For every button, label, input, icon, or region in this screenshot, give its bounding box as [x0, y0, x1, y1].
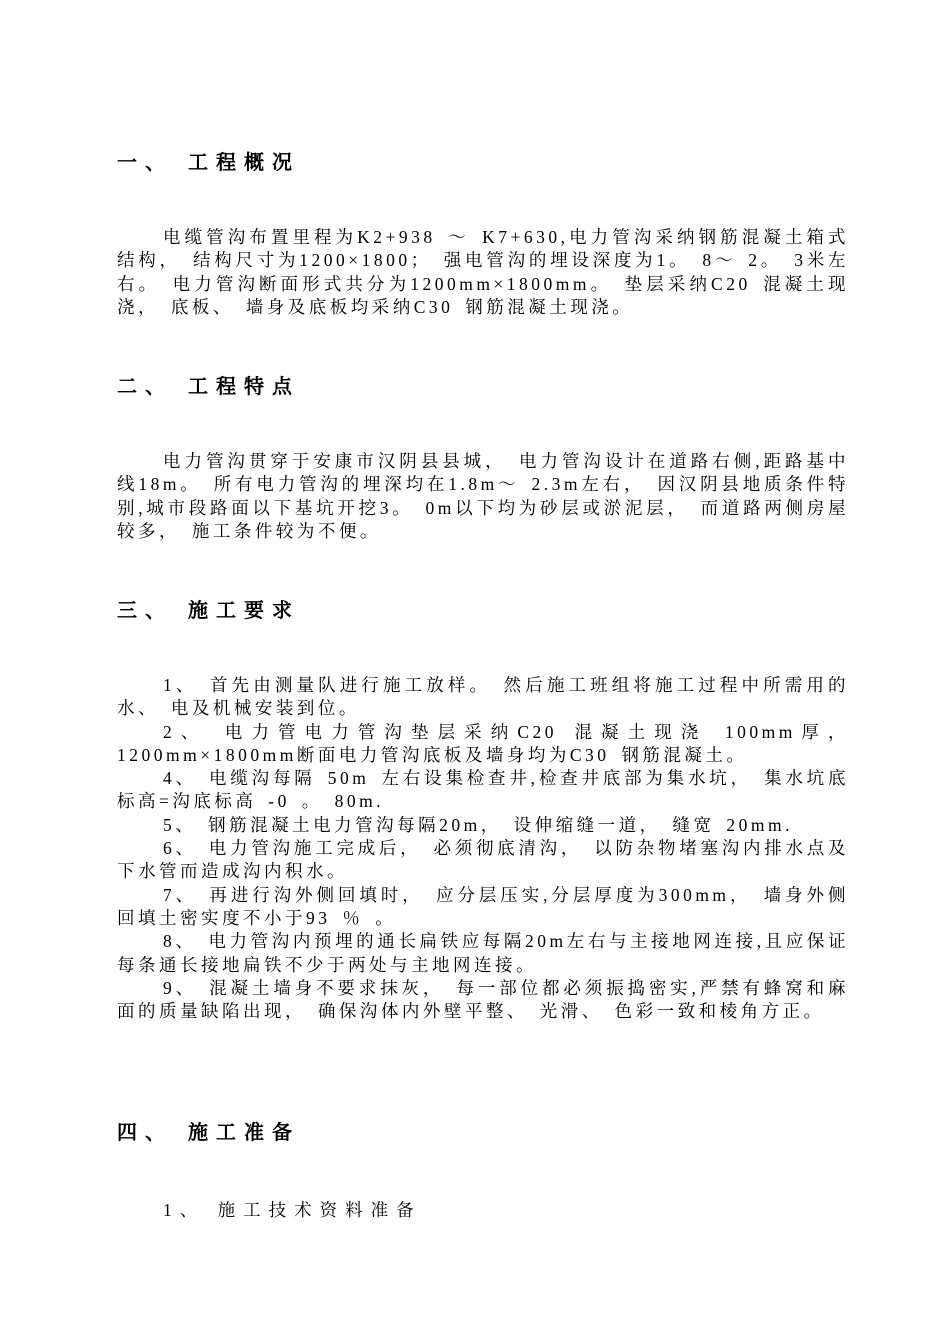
requirement-item-6: 6、 电力管沟施工完成后， 必须彻底清沟， 以防杂物堵塞沟内排水点及下水管而造成沟内积水。 [117, 838, 849, 882]
section-1-heading: 一、 工程概况 [117, 150, 300, 174]
requirement-item-4: 4、 电缆沟每隔 50m 左右设集检查井,检查井底部为集水坑， 集水坑底标高=沟底标高 -0 。 80m. [117, 768, 849, 812]
requirement-item-1: 1、 首先由测量队进行施工放样。 然后施工班组将施工过程中所需用的水、 电及机械安装到位。 [117, 675, 849, 719]
section-4-heading: 四、 施工准备 [117, 1120, 300, 1144]
requirement-item-2: 2、 电力管电力管沟垫层采纳C20 混凝土现浇 100mm厚，1200mm×1800mm断面电力管沟底板及墙身均为C30 钢筋混凝土。 [117, 721, 849, 765]
section-2-heading: 二、 工程特点 [117, 374, 300, 398]
section-1-paragraph: 电缆管沟布置里程为K2+938 ～ K7+630,电力管沟采纳钢筋混凝土箱式结构， 结构尺寸为1200×1800； 强电管沟的埋设深度为1。 8～ 2。 3米左右。 电力管沟断面形式共分为1200mm×1800mm。 垫层采纳C20 混凝土现浇， 底板、 墙身及底板均采纳C30 钢筋混凝土现浇。 [117, 227, 849, 317]
requirement-item-7: 7、 再进行沟外侧回填时， 应分层压实,分层厚度为300mm， 墙身外侧回填土密实度不小于93 ％ 。 [117, 884, 849, 928]
section-3-heading: 三、 施工要求 [117, 598, 300, 622]
section-4-subitem: 1、 施工技术资料准备 [163, 1200, 422, 1220]
requirement-item-8: 8、 电力管沟内预埋的通长扁铁应每隔20m左右与主接地网连接,且应保证每条通长接地扁铁不少于两处与主地网连接。 [117, 931, 849, 975]
section-3-body [117, 674, 849, 1023]
section-1-body [117, 226, 849, 319]
requirement-item-9: 9、 混凝土墙身不要求抹灰， 每一部位都必须振捣密实,严禁有蜂窝和麻面的质量缺陷出现， 确保沟体内外壁平整、 光滑、 色彩一致和棱角方正。 [117, 977, 849, 1022]
section-2-paragraph: 电力管沟贯穿于安康市汉阴县县城， 电力管沟设计在道路右侧,距路基中线18m。 所有电力管沟的埋深均在1.8m～ 2.3m左右， 因汉阴县地质条件特别,城市段路面以下基坑开挖3。 0m以下均为砂层或淤泥层， 而道路两侧房屋较多， 施工条件较为不便。 [117, 451, 849, 541]
requirement-item-5: 5、 钢筋混凝土电力管沟每隔20m， 设伸缩缝一道， 缝宽 20mm. [163, 814, 793, 835]
section-2-body [117, 450, 849, 543]
